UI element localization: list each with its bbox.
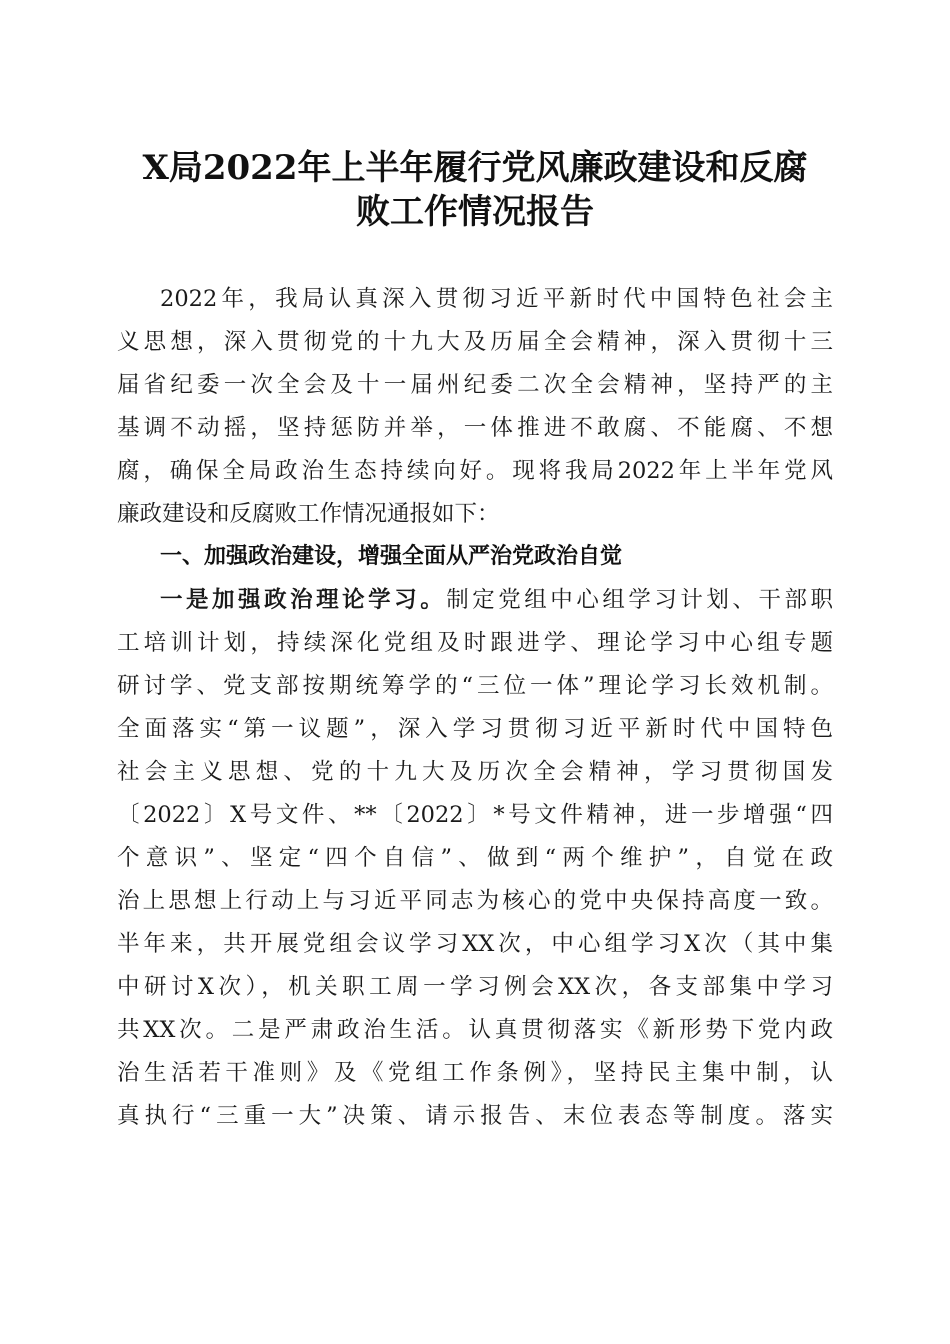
document-title-line-2: 败工作情况报告 [356,192,594,232]
intro-line-2: 义思想，深入贯彻党的十九大及历届全会精神，深入贯彻十三 [117,329,833,355]
section-1-line-4: 全面落实“第一议题”，深入学习贯彻习近平新时代中国特色 [117,716,833,742]
section-1-line-10: 中研讨X次），机关职工周一学习例会XX次，各支部集中学习 [117,974,833,1000]
section-1-line-6: 〔2022〕X号文件、**〔2022〕*号文件精神，进一步增强“四 [117,802,833,828]
intro-line-5: 腐，确保全局政治生态持续向好。现将我局2022年上半年党风 [117,458,833,484]
section-1-line-8: 治上思想上行动上与习近平同志为核心的党中央保持高度一致。 [117,888,833,914]
section-1-line-12: 治生活若干准则》及《党组工作条例》，坚持民主集中制，认 [117,1060,833,1086]
section-1-line-5: 社会主义思想、党的十九大及历次全会精神，学习贯彻国发 [117,759,833,785]
intro-line-6: 廉政建设和反腐败工作情况通报如下： [117,501,500,527]
document-title-line-1: X局2022年上半年履行党风廉政建设和反腐 [142,148,808,188]
section-1-first-rest: 制定党组中心组学习计划、干部职 [446,587,833,613]
section-1-heading: 一、加强政治建设，增强全面从严治党政治自觉 [160,544,623,569]
intro-line-4: 基调不动摇，坚持惩防并举，一体推进不敢腐、不能腐、不想 [117,415,833,441]
section-1-line-3: 研讨学、党支部按期统筹学的“三位一体”理论学习长效机制。 [117,673,833,699]
section-1-line-13: 真执行“三重一大”决策、请示报告、末位表态等制度。落实 [117,1103,833,1129]
intro-line-1: 2022年，我局认真深入贯彻习近平新时代中国特色社会主 [160,286,833,312]
section-1-line-9: 半年来，共开展党组会议学习XX次，中心组学习X次（其中集 [117,931,833,957]
section-1-line-11: 共XX次。二是严肃政治生活。认真贯彻落实《新形势下党内政 [117,1017,833,1043]
section-1-line-1 [160,585,833,615]
intro-line-3: 届省纪委一次全会及十一届州纪委二次全会精神，坚持严的主 [117,372,833,398]
section-1-line-2: 工培训计划，持续深化党组及时跟进学、理论学习中心组专题 [117,630,833,656]
section-1-lead: 一是加强政治理论学习。 [160,587,447,613]
section-1-line-7: 个意识”、坚定“四个自信”、做到“两个维护”，自觉在政 [117,845,833,871]
